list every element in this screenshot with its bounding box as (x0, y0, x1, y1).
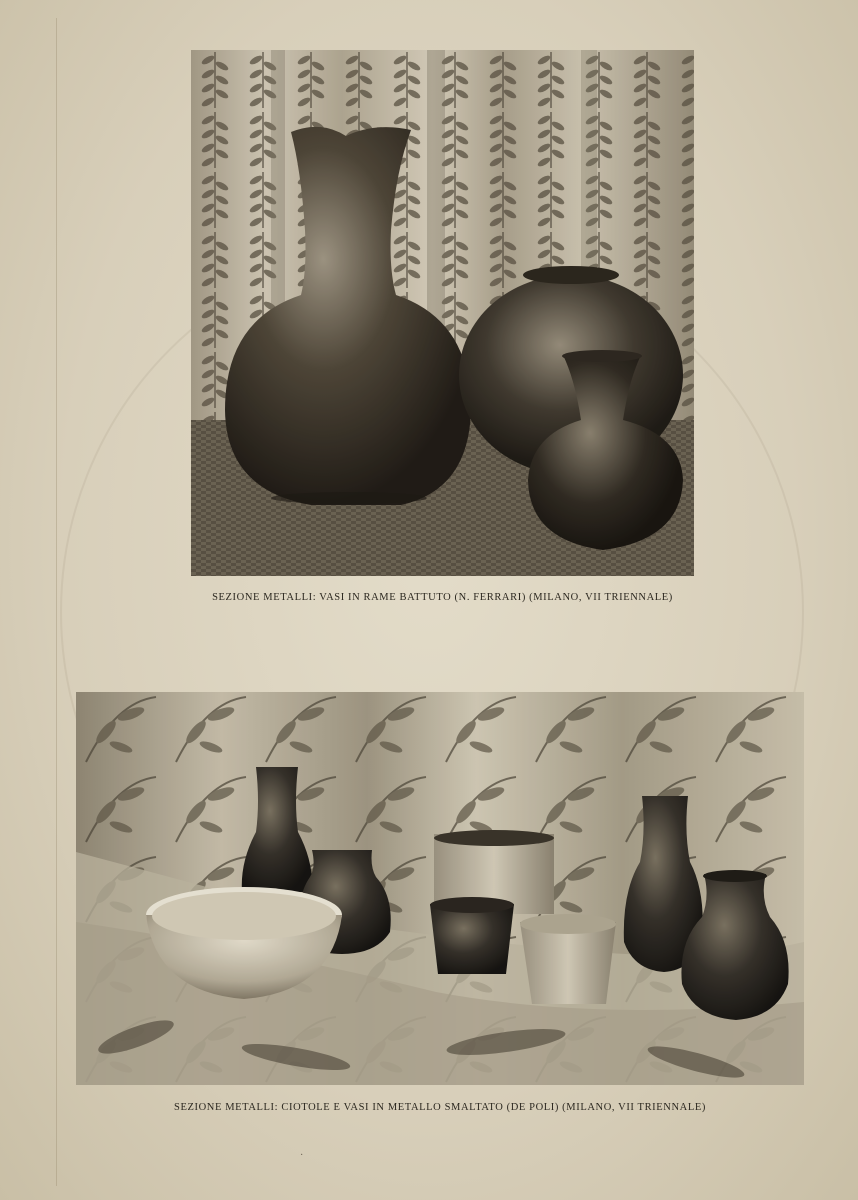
caption-top: SEZIONE METALLI: VASI IN RAME BATTUTO (N. FERRARI) (MILANO, VII TRIENNALE) (212, 592, 673, 603)
photo-copper-vases (191, 50, 694, 576)
caption-bottom: SEZIONE METALLI: CIOTOLE E VASI IN METALLO SMALTATO (DE POLI) (MILANO, VII TRIENNALE) (174, 1102, 706, 1113)
photo-enameled-bowls-vases (76, 692, 804, 1085)
paper-speck: · (300, 1150, 304, 1161)
